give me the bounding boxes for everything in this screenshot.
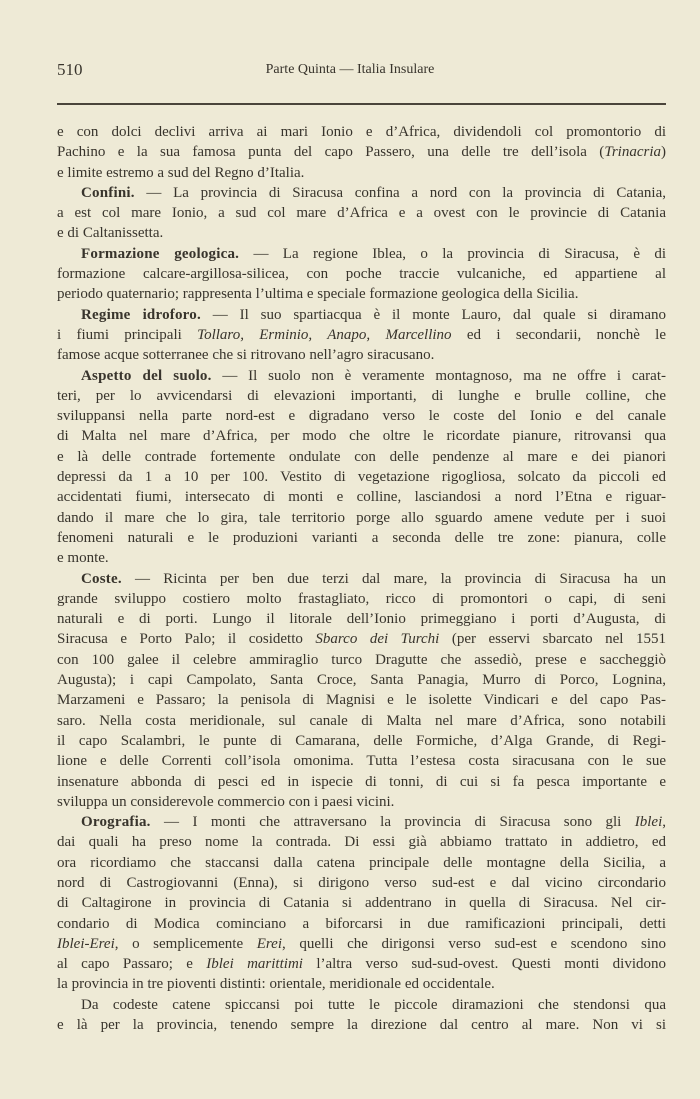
text-run: ed i secondarii, nonchè le: [451, 326, 666, 343]
paragraph-line: [57, 995, 666, 1015]
text-run: — La provincia di Siracusa confina a nord con la provincia di Catania,: [134, 184, 666, 201]
paragraph-line: [57, 284, 666, 304]
paragraph-line: [57, 163, 666, 183]
italic-text: Erei: [256, 935, 282, 952]
paragraph-line: [57, 447, 666, 467]
paragraph-line: [57, 772, 666, 792]
text-run: Marzameni e Passaro; la penisola di Magnisi e le isolette Vindicari e del capo Pas-: [57, 692, 666, 709]
text-run: e con dolci declivi arriva ai mari Ionio e d’Africa, dividendoli col promontorio di: [57, 124, 666, 140]
text-run: i fiumi principali: [57, 326, 198, 343]
text-run: (per esservi sbarcato nel 1551: [439, 631, 666, 648]
paragraph-line: [57, 345, 666, 365]
text-run: e limite estremo a sud del Regno d’Italia.: [57, 164, 305, 181]
paragraph-line: [57, 650, 666, 670]
running-title: Parte Quinta — Italia Insulare: [265, 62, 435, 77]
italic-text: Trinacria: [604, 144, 661, 161]
paragraph-line: [57, 974, 666, 994]
paragraph-line: [57, 954, 666, 974]
text-run: — I monti che attraversano la provincia di Siracusa sono gli: [150, 814, 635, 831]
text-run: formazione calcare-argillosa-silicea, con poche traccie vulcaniche, ed appartiene al: [57, 266, 666, 283]
paragraph-line: [57, 711, 666, 731]
paragraph-line: [57, 873, 666, 893]
text-run: accidentati fiumi, intersecato di monti e colline, lasciandosi a nord l’Etna e riguar-: [57, 489, 666, 506]
text-run: depressi da 1 a 10 per 100. Vestito di vegetazione rigogliosa, solcato da piccoli ed: [57, 469, 666, 486]
italic-text: Iblei: [634, 814, 663, 831]
text-run: teri, per lo avvicendarsi di elevazioni importanti, di lunghe e brulle colline, che: [57, 387, 666, 404]
section-heading: Formazione geologica.: [81, 245, 240, 262]
italic-text: Iblei-Erei: [57, 935, 115, 952]
paragraph-line: [57, 934, 666, 954]
text-run: ,: [662, 814, 666, 831]
paragraph-line: [57, 569, 666, 589]
text-run: , quelli che dirigonsi verso sud-est e scendono sino: [282, 935, 666, 952]
text-run: dando il mare che lo gira, tale territorio porge allo sguardo amene vedute per i suoi: [57, 509, 666, 526]
paragraph-line: [57, 812, 666, 832]
paragraph-line: [57, 508, 666, 528]
text-run: al capo Passaro; e: [57, 956, 207, 973]
paragraph-line: [57, 203, 666, 223]
text-run: — Il suo spartiacqua è il monte Lauro, dal quale si diramano: [200, 306, 666, 323]
italic-text: Tollaro, Erminio, Anapo, Marcellino: [197, 326, 452, 343]
paragraph-line: [57, 609, 666, 629]
paragraph-line: [57, 832, 666, 852]
section-heading: Coste.: [81, 570, 122, 587]
text-run: grande sviluppo costiero molto frastagliato, ricco di promontori o capi, di seni: [57, 590, 666, 607]
text-run: ): [661, 144, 666, 161]
paragraph-line: [57, 1015, 666, 1035]
paragraph-line: [57, 670, 666, 690]
text-run: — Ricinta per ben due terzi dal mare, la provincia di Siracusa ha un: [121, 570, 666, 587]
text-run: di Malta nel mare d’Africa, per modo che oltre le ricordate pianure, ritrovansi qua: [57, 428, 666, 445]
text-run: con 100 galee il celebre ammiraglio turco Dragutte che assediò, prese e saccheggiò: [57, 651, 666, 668]
section-heading: Regime idroforo.: [81, 306, 201, 323]
text-run: — Il suolo non è veramente montagnoso, ma ne offre i carat-: [211, 367, 666, 384]
text-run: e monte.: [57, 550, 109, 567]
paragraph-line: [57, 548, 666, 568]
text-run: Siracusa e Porto Palo; il cosidetto: [57, 631, 316, 648]
paragraph-line: [57, 467, 666, 487]
text-run: e là delle contrade fortemente ondulate con delle pendenze al mare e dei pianori: [57, 448, 666, 465]
paragraph-line: [57, 792, 666, 812]
text-run: , o semplicemente: [114, 935, 257, 952]
text-run: sviluppansi nella parte nord-est e digradano verso le coste del Ionio e del canale: [57, 408, 666, 425]
body-text: [57, 122, 666, 1035]
paragraph-line: [57, 629, 666, 649]
paragraph-line: [57, 731, 666, 751]
paragraph-line: [57, 305, 666, 325]
paragraph-line: [57, 223, 666, 243]
text-run: nord di Castrogiovanni (Enna), si dirigono verso sud-est e dal vicino circondario: [57, 874, 666, 891]
text-run: — La regione Iblea, o la provincia di Siracusa, è di: [239, 245, 666, 262]
paragraph-line: [57, 893, 666, 913]
text-run: periodo quaternario; rappresenta l’ultima e speciale formazione geologica della Sicilia.: [57, 286, 579, 303]
text-run: e di Caltanissetta.: [57, 225, 164, 242]
italic-text: Iblei marittimi: [206, 956, 303, 973]
paragraph-line: [57, 244, 666, 264]
paragraph-line: [57, 386, 666, 406]
section-heading: Confini.: [81, 184, 135, 201]
paragraph-line: [57, 366, 666, 386]
text-run: e là per la provincia, tenendo sempre la direzione dal centro al mare. Non vi si: [57, 1017, 666, 1034]
text-run: Augusta); i capi Campolato, Santa Croce, Santa Panagia, Murro di Porco, Lognina,: [57, 672, 666, 689]
paragraph-line: [57, 122, 666, 142]
paragraph-line: [57, 914, 666, 934]
paragraph-line: [57, 264, 666, 284]
text-run: Pachino e la sua famosa punta del capo Passero, una delle tre dell’isola (: [57, 144, 605, 161]
section-heading: Orografia.: [81, 814, 151, 831]
text-run: ora ricordiamo che staccansi dalla catena principale delle montagne della Sicilia, a: [57, 854, 666, 871]
paragraph-line: [57, 406, 666, 426]
text-run: dai quali ha preso nome la contrada. Di essi già abbiamo trattato in addietro, ed: [57, 834, 666, 851]
paragraph-line: [57, 853, 666, 873]
text-run: sviluppa un considerevole commercio con i paesi vicini.: [57, 793, 395, 810]
text-run: a est col mare Ionio, a sud col mare d’Africa e a ovest con le provincie di Catania: [57, 205, 666, 222]
header-rule: [57, 103, 666, 105]
text-run: lione e delle Correnti coll’isola omonima. Tutta l’estesa costa siracusana con le sue: [57, 753, 666, 770]
text-run: il capo Scalambri, le punte di Camarana, delle Formiche, d’Alga Grande, di Regi-: [57, 732, 666, 749]
text-run: saro. Nella costa meridionale, sul canale di Malta nel mare d’Africa, sono notabili: [57, 712, 666, 729]
paragraph-line: [57, 690, 666, 710]
text-run: famose acque sotterranee che si ritrovano nell’agro siracusano.: [57, 347, 435, 364]
paragraph-line: [57, 142, 666, 162]
paragraph-line: [57, 487, 666, 507]
italic-text: Sbarco dei Turchi: [315, 631, 440, 648]
text-run: condario di Modica cominciano a biforcarsi in due ramificazioni principali, detti: [57, 915, 666, 932]
text-run: la provincia in tre pioventi distinti: orientale, meridionale ed occidentale.: [57, 976, 495, 993]
text-run: naturali e di porti. Lungo il litorale dell’Ionio primeggiano i porti d’Augusta, di: [57, 611, 666, 628]
text-run: di Caltagirone in provincia di Catania si addentrano in quella di Siracusa. Nel cir-: [57, 895, 666, 912]
text-run: Da codeste catene spiccansi poi tutte le piccole diramazioni che stendonsi qua: [81, 996, 666, 1013]
text-run: l’altra verso sud-sud-ovest. Questi monti dividono: [302, 956, 666, 973]
paragraph-line: [57, 528, 666, 548]
paragraph-line: [57, 426, 666, 446]
paragraph-line: [57, 325, 666, 345]
text-run: insenature abbonda di pesci ed in ispecie di tonni, di cui si fa pesca importante e: [57, 773, 666, 790]
paragraph-line: [57, 183, 666, 203]
section-heading: Aspetto del suolo.: [81, 367, 212, 384]
paragraph-line: [57, 589, 666, 609]
text-run: fenomeni naturali e le produzioni varianti a seconda delle tre zone: pianura, colle: [57, 529, 666, 546]
page-number: 510: [57, 60, 83, 79]
paragraph-line: [57, 751, 666, 771]
